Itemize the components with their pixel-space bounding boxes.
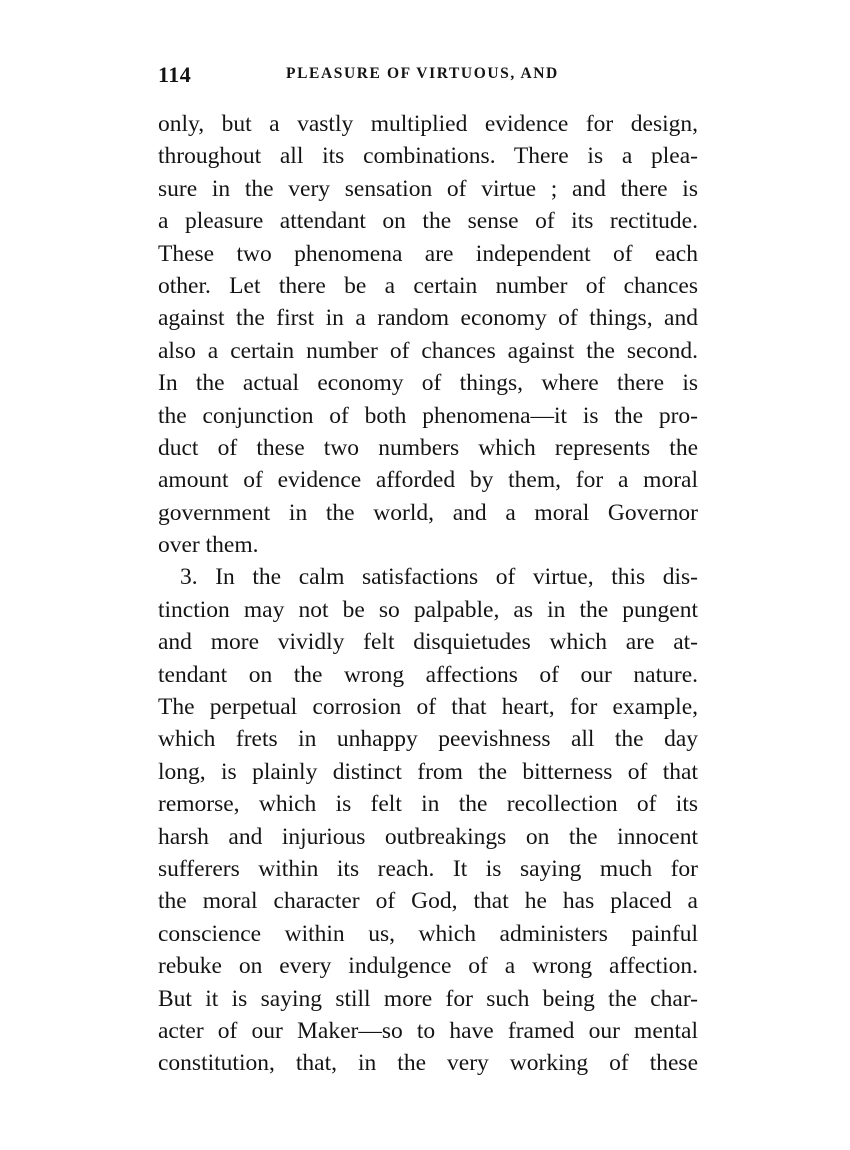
text-line: tinction may not be so palpable, as in the pungent	[158, 596, 698, 623]
body-text	[158, 108, 698, 1080]
text-line: tendant on the wrong affections of our nature.	[158, 661, 698, 688]
paragraph-first-line: 3. In the calm satisfactions of virtue, this dis-	[180, 564, 698, 591]
text-line: remorse, which is felt in the recollection of its	[158, 791, 698, 818]
text-line: the moral character of God, that he has placed a	[158, 888, 698, 915]
text-line: duct of these two numbers which represents the	[158, 434, 698, 461]
text-line: constitution, that, in the very working of these	[158, 1050, 698, 1077]
running-head	[158, 62, 698, 88]
text-line: over them.	[158, 532, 259, 559]
text-line: and more vividly felt disquietudes which are at-	[158, 629, 698, 656]
text-line: throughout all its combinations. There is a plea-	[158, 143, 698, 170]
text-line: other. Let there be a certain number of chances	[158, 272, 698, 299]
running-head-title: PLEASURE OF VIRTUOUS, AND	[286, 65, 559, 82]
text-line: sufferers within its reach. It is saying much for	[158, 855, 698, 882]
text-line: government in the world, and a moral Governor	[158, 499, 698, 526]
text-line: rebuke on every indulgence of a wrong affection.	[158, 953, 698, 980]
text-line: a pleasure attendant on the sense of its rectitude.	[158, 208, 698, 235]
text-line: long, is plainly distinct from the bitterness of that	[158, 758, 698, 785]
text-line: In the actual economy of things, where there is	[158, 370, 698, 397]
text-line: the conjunction of both phenomena—it is the pro-	[158, 402, 698, 429]
text-line: conscience within us, which administers painful	[158, 920, 698, 947]
text-line: against the first in a random economy of things, and	[158, 305, 698, 332]
text-line: These two phenomena are independent of each	[158, 240, 698, 267]
text-line: amount of evidence afforded by them, for a moral	[158, 467, 698, 494]
text-line: also a certain number of chances against the second.	[158, 337, 698, 364]
page-number: 114	[158, 62, 192, 87]
text-line: which frets in unhappy peevishness all the day	[158, 726, 698, 753]
text-line: acter of our Maker—so to have framed our mental	[158, 1017, 698, 1044]
text-line: sure in the very sensation of virtue ; and there is	[158, 175, 698, 202]
text-line: harsh and injurious outbreakings on the innocent	[158, 823, 698, 850]
text-line: only, but a vastly multiplied evidence for design,	[158, 111, 698, 137]
text-line: But it is saying still more for such being the char-	[158, 985, 698, 1012]
text-line: The perpetual corrosion of that heart, for example,	[158, 694, 698, 721]
